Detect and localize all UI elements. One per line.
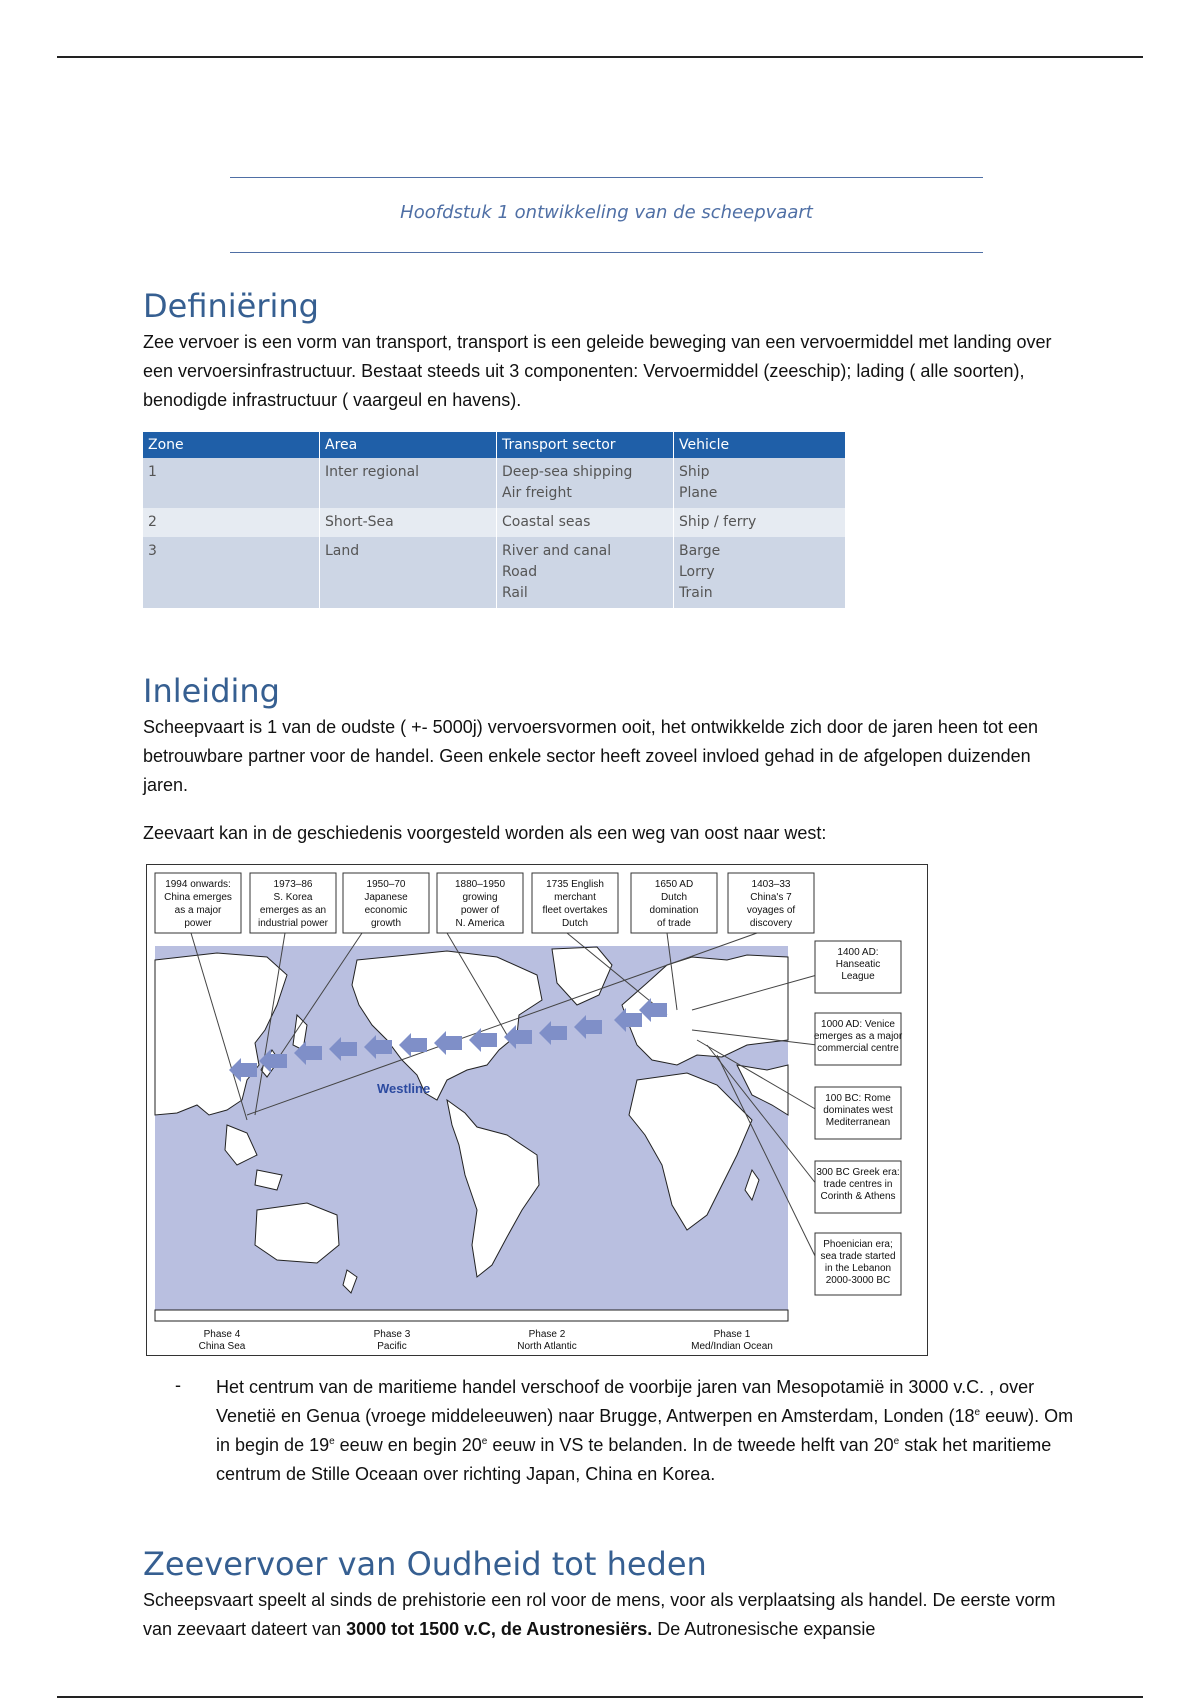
callout-text-line: 100 BC: Rome xyxy=(825,1093,891,1104)
table-header-row xyxy=(143,432,846,458)
top-callout-box xyxy=(343,873,429,933)
page-top-rule xyxy=(57,56,1143,58)
callout-text-line: N. America xyxy=(455,918,505,929)
page-bottom-rule xyxy=(57,1696,1143,1698)
callout-text-line: in the Lebanon xyxy=(824,1263,892,1274)
side-callouts xyxy=(814,941,903,1295)
top-callout-box xyxy=(437,873,523,933)
callout-text-line: 1950–70 xyxy=(366,879,406,890)
callout-text-line: Dutch xyxy=(561,918,589,929)
callout-text-line: China Sea xyxy=(198,1341,246,1352)
callout-text-line: emerges as a major xyxy=(813,1031,903,1042)
map-graphic xyxy=(147,865,927,1355)
side-callout-box xyxy=(815,941,901,993)
callout-text-line: Dutch xyxy=(660,892,688,903)
callout-text-line: growing xyxy=(462,892,498,903)
definiering-paragraph: Zee vervoer is een vorm van transport, transport is een geleide beweging van een vervoermiddel met landing over een vervoersinfrastructuur. Bestaat steeds uit 3 componenten: Vervoermiddel (zeeschip); lading ( alle soorten), benodigde infrastructuur ( vaargeul en havens). xyxy=(143,332,1052,410)
callout-text-line: Med/Indian Ocean xyxy=(691,1341,773,1352)
callout-text-line: Phase 4 xyxy=(203,1329,241,1340)
callout-text-line: League xyxy=(841,971,875,982)
side-callout-box xyxy=(815,1233,901,1295)
side-callout-box xyxy=(815,1087,901,1139)
callout-text-line: 1880–1950 xyxy=(454,879,506,890)
callout-text-line: Phoenician era; xyxy=(823,1239,893,1250)
table-header-cell: Zone xyxy=(143,432,320,458)
phase-labels xyxy=(199,1329,773,1352)
table-row xyxy=(143,458,846,508)
top-callouts xyxy=(155,873,814,933)
table-row xyxy=(143,537,846,608)
callout-text-line: merchant xyxy=(554,892,596,903)
sector-cell: Deep-sea shipping Air freight xyxy=(497,458,674,508)
callout-text-line: dominates west xyxy=(823,1105,893,1116)
transport-zone-table xyxy=(143,432,846,608)
callout-text-line: 1973–86 xyxy=(273,879,313,890)
callout-text-line: as a major xyxy=(174,905,222,916)
callout-text-line: trade centres in xyxy=(823,1179,893,1190)
callout-text-line: domination xyxy=(649,905,699,916)
inleiding-paragraph-2: Zeevaart kan in de geschiedenis voorgesteld worden als een weg van oost naar west: xyxy=(143,823,827,843)
sector-cell: River and canal Road Rail xyxy=(497,537,674,608)
callout-text-line: Japanese xyxy=(364,892,408,903)
zeevervoer-paragraph: Scheepsvaart speelt al sinds de prehistorie een rol voor de mens, voor als verplaatsing als handel. De eerste vorm van zeevaart dateert van 3000 tot 1500 v.C, de Austronesiërs. De Autronesische expansie xyxy=(143,1590,1056,1639)
callout-text-line: voyages of xyxy=(746,905,796,916)
side-callout-box xyxy=(815,1161,901,1213)
chapter-title: Hoofdstuk 1 ontwikkeling van de scheepvaart xyxy=(400,202,813,223)
callout-text-line: 1403–33 xyxy=(751,879,791,890)
heading-definiering: Definiëring xyxy=(143,287,319,325)
table-row xyxy=(143,508,846,537)
callout-text-line: of trade xyxy=(657,918,691,929)
callout-text-line: fleet overtakes xyxy=(542,905,608,916)
top-callout-box xyxy=(631,873,717,933)
callout-text-line: North Atlantic xyxy=(517,1341,577,1352)
callout-text-line: emerges as an xyxy=(259,905,327,916)
callout-text-line: economic xyxy=(364,905,408,916)
callout-text-line: commercial centre xyxy=(817,1043,899,1054)
callout-text-line: Corinth & Athens xyxy=(820,1191,896,1202)
callout-text-line: 1735 English xyxy=(546,879,604,890)
bullet-marker: - xyxy=(175,1375,181,1395)
callout-text-line: 1994 onwards: xyxy=(165,879,231,890)
zone-cell: 3 xyxy=(143,537,320,608)
top-callout-box xyxy=(250,873,336,933)
heading-zeevervoer: Zeevervoer van Oudheid tot heden xyxy=(143,1545,707,1583)
phase-label xyxy=(199,1329,246,1352)
callout-text-line: power of xyxy=(460,905,500,916)
phase-label xyxy=(374,1329,411,1352)
bullet-paragraph: Het centrum van de maritieme handel verschoof de voorbije jaren van Mesopotamië in 3000 v.C. , over Venetië en Genua (vroege middeleeuwen) naar Brugge, Antwerpen en Amsterdam, Londen (18e eeuw). Om in begin de 19e eeuw en begin 20e eeuw in VS te belanden. In de tweede helft van 20e stak het maritieme centrum de Stille Oceaan over richting Japan, China en Korea. xyxy=(216,1377,1074,1484)
callout-text-line: growth xyxy=(370,918,402,929)
callout-text-line: China emerges xyxy=(164,892,232,903)
callout-text-line: industrial power xyxy=(257,918,329,929)
chapter-header xyxy=(230,177,983,253)
westline-world-map xyxy=(146,864,928,1356)
inleiding-paragraph-1: Scheepvaart is 1 van de oudste ( +- 5000j) vervoersvormen ooit, het ontwikkelde zich door de jaren heen tot een betrouwbare partner voor de handel. Geen enkele sector heeft zoveel invloed gehad in de afgelopen duizenden jaren. xyxy=(143,717,1039,795)
heading-inleiding: Inleiding xyxy=(143,672,280,710)
callout-text-line: discovery xyxy=(749,918,793,929)
vehicle-cell: Ship Plane xyxy=(674,458,846,508)
callout-text-line: 1400 AD: xyxy=(837,947,879,958)
area-cell: Inter regional xyxy=(320,458,497,508)
side-callout-box xyxy=(814,1013,903,1065)
area-cell: Land xyxy=(320,537,497,608)
vehicle-cell: Ship / ferry xyxy=(674,508,846,537)
callout-text-line: Phase 1 xyxy=(713,1329,751,1340)
table-header-cell: Vehicle xyxy=(674,432,846,458)
callout-text-line: Phase 2 xyxy=(528,1329,566,1340)
zone-cell: 2 xyxy=(143,508,320,537)
westline-label: Westline xyxy=(377,1081,431,1096)
zone-cell: 1 xyxy=(143,458,320,508)
callout-text-line: S. Korea xyxy=(273,892,313,903)
callout-text-line: Phase 3 xyxy=(373,1329,411,1340)
phase-label xyxy=(517,1329,576,1352)
callout-text-line: power xyxy=(184,918,212,929)
phase-label xyxy=(691,1329,773,1352)
table-header-cell: Area xyxy=(320,432,497,458)
callout-text-line: 2000-3000 BC xyxy=(825,1275,891,1286)
callout-text-line: 300 BC Greek era: xyxy=(816,1167,900,1178)
callout-text-line: 1000 AD: Venice xyxy=(821,1019,895,1030)
top-callout-box xyxy=(728,873,814,933)
callout-text-line: sea trade started xyxy=(820,1251,896,1262)
sector-cell: Coastal seas xyxy=(497,508,674,537)
area-cell: Short-Sea xyxy=(320,508,497,537)
top-callout-box xyxy=(532,873,618,933)
callout-text-line: China's 7 xyxy=(750,892,792,903)
top-callout-box xyxy=(155,873,241,933)
callout-text-line: Hanseatic xyxy=(835,959,881,970)
callout-text-line: Mediterranean xyxy=(825,1117,891,1128)
callout-text-line: 1650 AD xyxy=(654,879,694,890)
table-header-cell: Transport sector xyxy=(497,432,674,458)
callout-text-line: Pacific xyxy=(377,1341,407,1352)
vehicle-cell: Barge Lorry Train xyxy=(674,537,846,608)
